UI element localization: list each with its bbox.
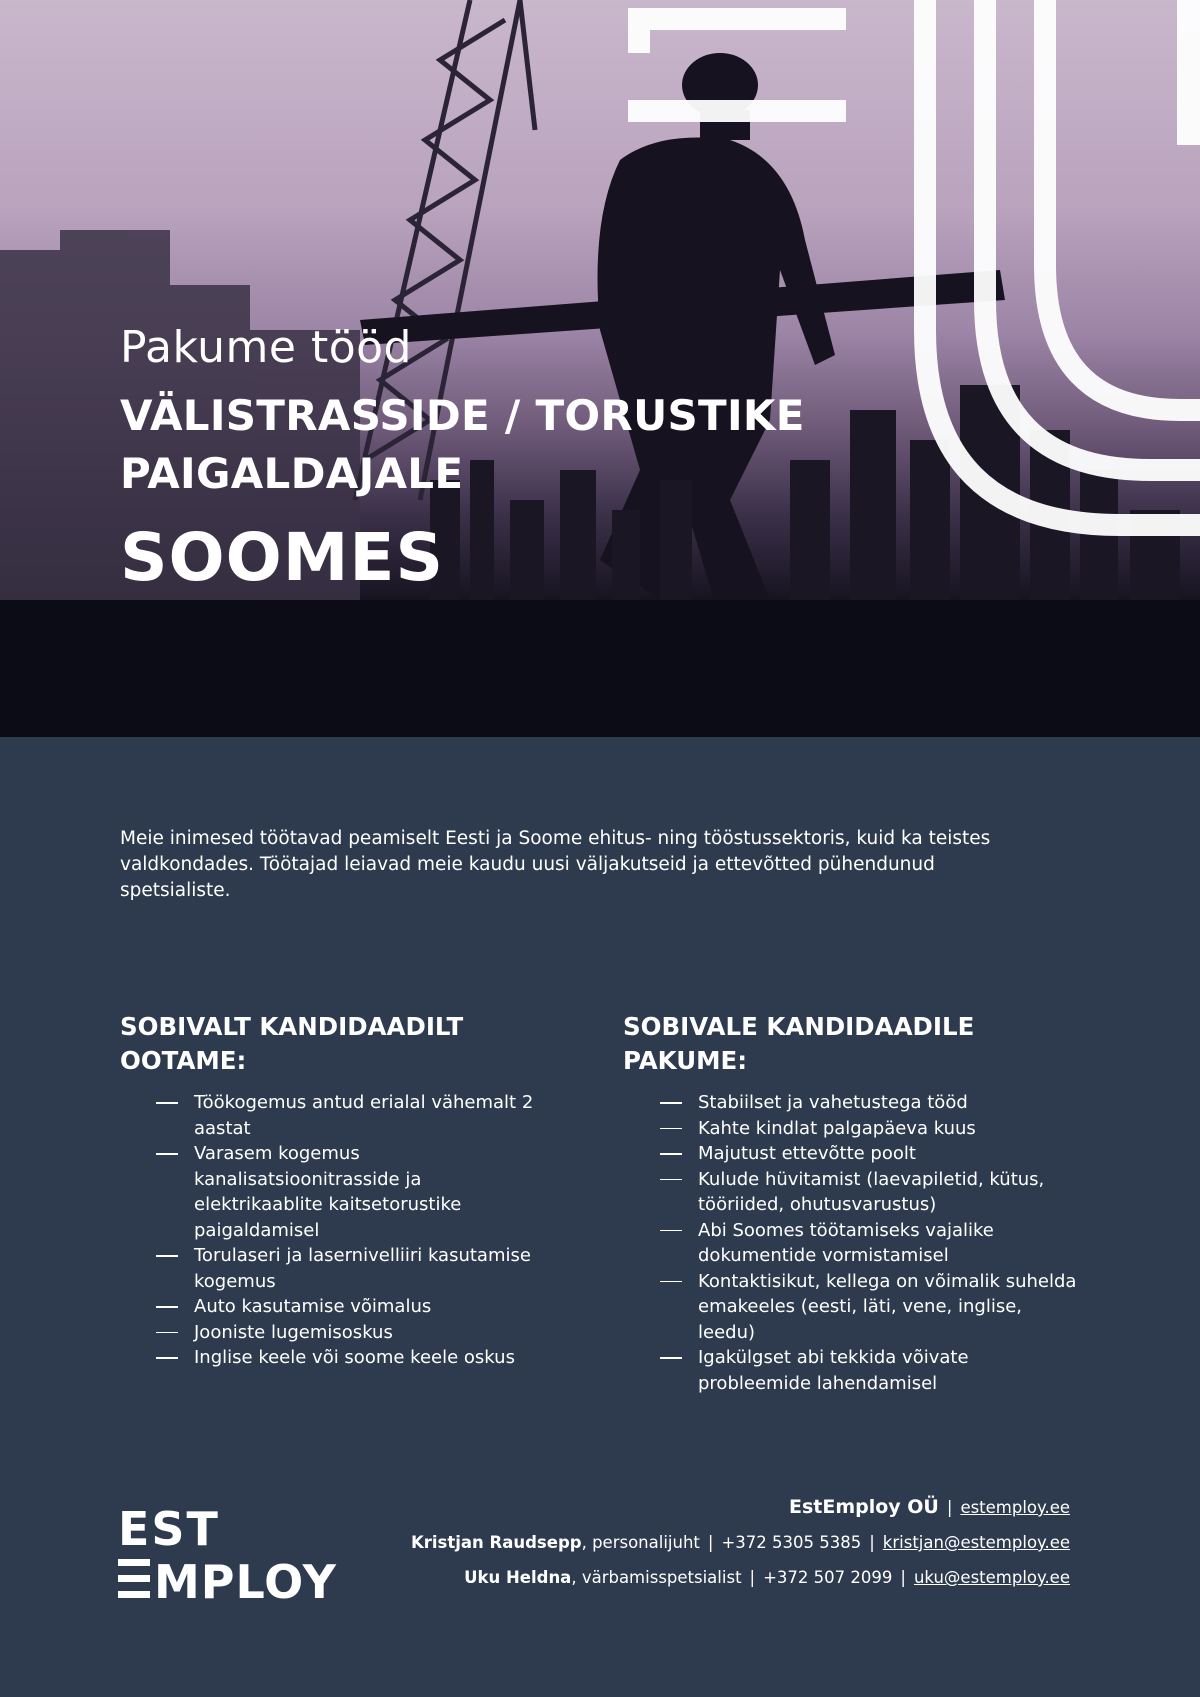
list-item-text: Abi Soomes töötamiseks vajalike dokumentide vormistamisel [698,1219,994,1266]
list-item [660,1090,1083,1116]
list-item-text: Majutust ettevõtte poolt [698,1143,916,1164]
contact-role: , värbamisspetsialist [571,1568,742,1587]
dash-bullet-icon [156,1153,178,1155]
logo-e-bars [118,1559,150,1598]
list-item-text: Inglise keele või soome keele oskus [194,1347,515,1368]
estemploy-logo [118,1505,348,1601]
list-item-text: Varasem kogemus kanalisatsioonitrasside ja elektrikaablite kaitsetorustike paigaldamisel [194,1143,462,1241]
dash-bullet-icon [660,1230,682,1232]
list-item [660,1218,1083,1269]
dash-bullet-icon [156,1357,178,1359]
list-item-text: Jooniste lugemisoskus [194,1321,393,1343]
separator: | [900,1568,906,1587]
dash-bullet-icon [156,1102,178,1104]
dash-bullet-icon [156,1306,178,1308]
hero-pre-title: Pakume tööd [120,322,412,373]
contact-name: Uku Heldna [464,1568,572,1587]
dash-bullet-icon [660,1281,682,1283]
list-item [660,1269,1083,1346]
dash-bullet-icon [660,1153,682,1155]
contact-row [411,1533,1070,1553]
company-row [411,1497,1070,1518]
dash-bullet-icon [156,1255,178,1257]
dash-bullet-icon [660,1102,682,1104]
contact-row [411,1568,1070,1588]
requirements-section [120,1010,540,1371]
contact-name: Kristjan Raudsepp [410,1533,582,1552]
hero-location: SOOMES [120,518,445,596]
list-item [660,1167,1083,1218]
list-item [660,1345,1083,1396]
dash-bullet-icon [156,1332,178,1334]
list-item [156,1320,540,1346]
offers-heading-line2: PAKUME: [623,1046,748,1075]
contact-phone: +372 5305 5385 [721,1533,862,1552]
contact-role: , personalijuht [581,1533,700,1552]
list-item [156,1141,540,1243]
list-item-text: Auto kasutamise võimalus [194,1296,432,1317]
list-item [156,1294,540,1320]
hero-text-block [120,322,805,596]
requirements-heading [120,1010,540,1078]
dash-bullet-icon [660,1179,682,1181]
hero-job-title [120,387,805,503]
list-item-text: Kontaktisikut, kellega on võimalik suhelda emakeeles (eesti, läti, vene, inglise, leedu) [698,1270,1077,1343]
requirements-list [120,1090,540,1371]
contact-email-link[interactable]: uku@estemploy.ee [913,1568,1070,1587]
list-item [156,1345,540,1371]
separator: | [749,1568,756,1587]
list-item-text: Igakülgset abi tekkida võivate probleemide lahendamisel [698,1347,969,1394]
website-link[interactable]: estemploy.ee [960,1498,1070,1517]
company-name: EstEmploy OÜ [788,1496,939,1518]
contact-phone: +372 507 2099 [763,1568,893,1587]
separator: | [869,1533,875,1552]
list-item-text: Töökogemus antud erialal vähemalt 2 aastat [194,1092,534,1139]
list-item [660,1141,1083,1167]
requirements-heading-line1: SOBIVALT KANDIDAADILT [120,1012,464,1041]
logo-text-mploy: MPLOY [154,1555,337,1601]
list-item-text: Kulude hüvitamist (laevapiletid, kütus, tööriided, ohutusvarustus) [698,1168,1045,1215]
list-item-text: Kahte kindlat palgapäeva kuus [698,1117,976,1139]
logo-text-est: EST [118,1505,220,1556]
contact-email-link[interactable]: kristjan@estemploy.ee [882,1533,1070,1552]
list-item [660,1116,1083,1142]
dash-bullet-icon [660,1128,682,1130]
dash-bullet-icon [660,1357,682,1359]
contacts-block [411,1497,1070,1603]
intro-paragraph: Meie inimesed töötavad peamiselt Eesti ja Soome ehitus- ning tööstussektoris, kuid ka teistes valdkondades. Töötajad leiavad meie kaudu uusi väljakutseid ja ettevõtted pühendunud spetsialiste. [120,828,991,901]
hero-job-title-line2: PAIGALDAJALE [120,448,464,498]
list-item-text: Stabiilset ja vahetustega tööd [698,1092,968,1113]
offers-list [623,1090,1083,1396]
list-item [156,1243,540,1294]
offers-heading-line1: SOBIVALE KANDIDAADILE [623,1012,975,1041]
hero-banner [0,0,1200,737]
hero-job-title-line1: VÄLISTRASSIDE / TORUSTIKE [120,390,805,440]
list-item-text: Torulaseri ja lasernivelliiri kasutamise kogemus [194,1245,531,1292]
separator: | [946,1498,953,1517]
separator: | [707,1533,714,1552]
requirements-heading-line2: OOTAME: [120,1046,247,1075]
offers-heading [623,1010,1083,1078]
offers-section [623,1010,1083,1396]
list-item [156,1090,540,1141]
